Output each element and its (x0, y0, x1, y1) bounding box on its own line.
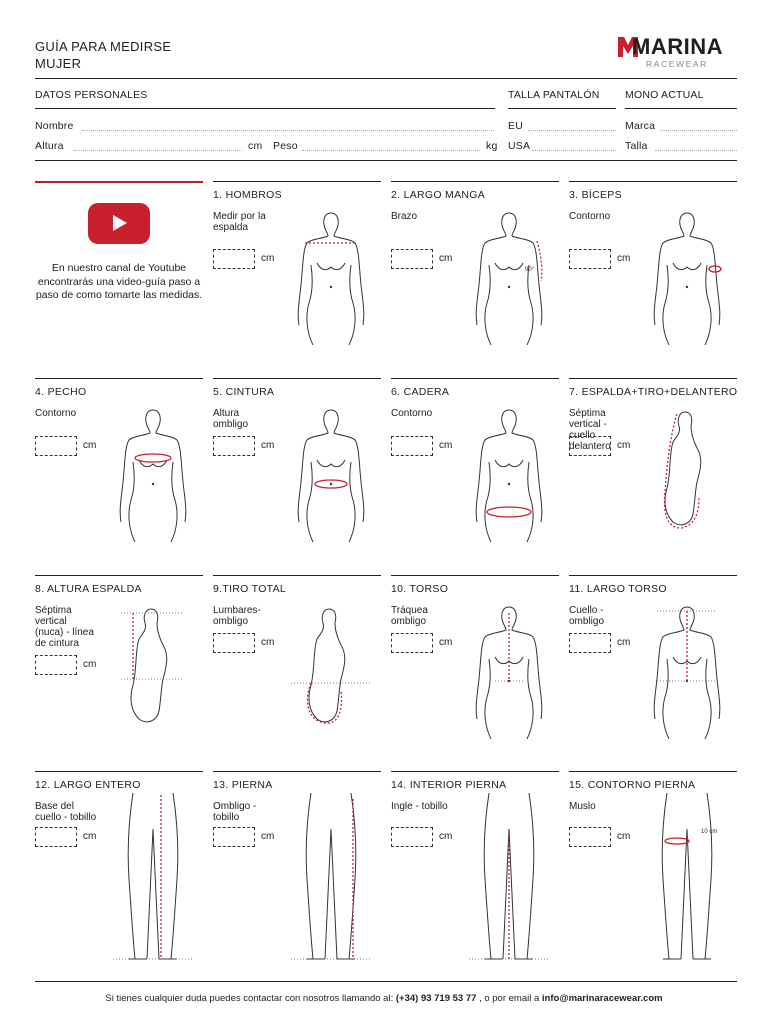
measure-cell (213, 575, 381, 765)
mono-actual-label: MONO ACTUAL (625, 89, 704, 101)
footer (0, 993, 768, 1004)
measure-unit: cm (83, 831, 97, 842)
peso-label: Peso (273, 140, 298, 152)
measure-input-box[interactable] (391, 827, 433, 847)
measure-title: 7. ESPALDA+TIRO+DELANTERO (569, 386, 738, 398)
measure-input-box[interactable] (569, 436, 611, 456)
footer-text: Si tienes cualquier duda puedes contactar con nosotros llamando al: (105, 993, 394, 1004)
talla-field[interactable] (655, 150, 737, 151)
measure-unit: cm (261, 253, 275, 264)
measure-description: Ombligo - tobillo (213, 801, 257, 823)
body-figure-illustration (637, 402, 737, 542)
measure-title: 1. HOMBROS (213, 189, 282, 201)
footer-middle: , o por email a (479, 993, 540, 1004)
measure-cell (569, 575, 737, 765)
youtube-play-icon[interactable] (88, 203, 150, 244)
eu-label: EU (508, 120, 523, 132)
measure-title: 8. ALTURA ESPALDA (35, 583, 142, 595)
measure-input-box[interactable] (213, 249, 255, 269)
body-figure-illustration (281, 402, 381, 542)
measure-divider (213, 181, 381, 182)
measure-cell (569, 771, 737, 961)
measure-description: Cuello - ombligo (569, 605, 605, 627)
body-figure-illustration (281, 789, 381, 965)
measure-input-box[interactable] (391, 249, 433, 269)
measure-title: 3. BÍCEPS (569, 189, 622, 201)
measure-divider (35, 771, 203, 772)
altura-label: Altura (35, 140, 64, 152)
measure-input-box[interactable] (35, 436, 77, 456)
talla-pantalon-label: TALLA PANTALÓN (508, 89, 600, 101)
peso-field[interactable] (302, 150, 480, 151)
section-personal-label: DATOS PERSONALES (35, 89, 148, 101)
measure-unit: cm (261, 637, 275, 648)
measure-unit: cm (83, 659, 97, 670)
measure-divider (213, 378, 381, 379)
measure-unit: cm (261, 831, 275, 842)
footer-email[interactable]: info@marinaracewear.com (541, 993, 663, 1004)
page-title-line2: MUJER (35, 56, 82, 71)
measure-title: 15. CONTORNO PIERNA (569, 779, 696, 791)
personal-bottom-divider (35, 160, 737, 161)
logo (618, 34, 736, 74)
measure-input-box[interactable] (213, 436, 255, 456)
measure-title: 5. CINTURA (213, 386, 275, 398)
measure-title: 12. LARGO ENTERO (35, 779, 141, 791)
measure-cell (213, 771, 381, 961)
measure-divider (569, 378, 737, 379)
body-figure-illustration (637, 599, 737, 739)
body-figure-illustration (637, 205, 737, 345)
measure-unit: cm (439, 637, 453, 648)
body-figure-illustration (459, 402, 559, 542)
measure-input-box[interactable] (35, 655, 77, 675)
altura-unit: cm (248, 140, 263, 152)
logo-sub: RACEWEAR (646, 59, 708, 69)
mono-divider (625, 108, 737, 109)
measure-divider (213, 771, 381, 772)
measure-unit: cm (617, 637, 631, 648)
measure-title: 14. INTERIOR PIERNA (391, 779, 507, 791)
measure-cell (391, 181, 559, 371)
measure-description: Lumbares-ombligo (213, 605, 261, 627)
personal-divider (35, 108, 495, 109)
measure-cell (569, 181, 737, 371)
measure-title: 2. LARGO MANGA (391, 189, 486, 201)
body-figure-illustration (103, 402, 203, 542)
talla-label: Talla (625, 140, 648, 152)
page-title-line1: GUÍA PARA MEDIRSE (35, 39, 172, 54)
measure-input-box[interactable] (213, 827, 255, 847)
measure-title: 6. CADERA (391, 386, 450, 398)
body-figure-illustration (459, 789, 559, 965)
eu-field[interactable] (528, 130, 616, 131)
measure-cell (213, 378, 381, 568)
measure-description: Altura ombligo (213, 408, 249, 430)
measure-unit: cm (439, 253, 453, 264)
nombre-label: Nombre (35, 120, 74, 132)
measure-title: 10. TORSO (391, 583, 449, 595)
measure-cell (391, 378, 559, 568)
usa-field[interactable] (532, 150, 616, 151)
measure-title: 11. LARGO TORSO (569, 583, 667, 595)
measure-cell (35, 378, 203, 568)
measure-description: Séptima vertical (nuca) - línea de cintura (35, 605, 94, 649)
measure-divider (35, 378, 203, 379)
svg-text:10 cm: 10 cm (701, 829, 718, 835)
measure-title: 4. PECHO (35, 386, 87, 398)
peso-unit: kg (486, 140, 498, 152)
measure-input-box[interactable] (391, 436, 433, 456)
measure-divider (569, 181, 737, 182)
measure-description: Medir por la espalda (213, 211, 266, 233)
logo-text: MARINA (632, 34, 723, 59)
body-figure-illustration (281, 205, 381, 345)
measure-unit: cm (617, 253, 631, 264)
measure-cell (391, 575, 559, 765)
measure-description: Tráquea ombligo (391, 605, 428, 627)
measure-description: Contorno (35, 408, 77, 419)
measure-cell (35, 575, 203, 765)
talla-divider (508, 108, 616, 109)
footer-divider (35, 981, 737, 982)
measure-divider (391, 771, 559, 772)
measure-unit: cm (617, 440, 631, 451)
body-figure-illustration (103, 789, 203, 965)
measure-unit: cm (83, 440, 97, 451)
body-figure-illustration (459, 599, 559, 739)
body-figure-illustration (459, 205, 559, 345)
body-figure-illustration (103, 599, 203, 739)
measure-input-box[interactable] (569, 633, 611, 653)
measure-unit: cm (439, 440, 453, 451)
measure-description: Ingle - tobillo (391, 801, 448, 812)
measure-description: Brazo (391, 211, 418, 222)
measure-cell (35, 771, 203, 961)
nombre-field[interactable] (82, 130, 494, 131)
measure-divider (391, 181, 559, 182)
header-divider (35, 78, 737, 79)
measure-input-box[interactable] (569, 827, 611, 847)
youtube-text: En nuestro canal de Youtube encontrarás una video-guía paso a paso de como tomarte las medidas. (35, 262, 203, 301)
measure-description: Base del cuello - tobillo (35, 801, 97, 823)
measure-input-box[interactable] (213, 633, 255, 653)
youtube-accent-line (35, 181, 203, 183)
measure-unit: cm (439, 831, 453, 842)
footer-phone[interactable]: (+34) 93 719 53 77 (395, 993, 477, 1004)
body-figure-illustration (281, 599, 381, 739)
measure-unit: cm (617, 831, 631, 842)
measure-title: 13. PIERNA (213, 779, 273, 791)
measure-divider (213, 575, 381, 576)
measure-divider (35, 575, 203, 576)
measure-cell (391, 771, 559, 961)
measure-divider (391, 575, 559, 576)
measure-divider (391, 378, 559, 379)
measure-description: Contorno (569, 211, 611, 222)
measure-input-box[interactable] (569, 249, 611, 269)
body-figure-illustration (637, 789, 737, 965)
measure-input-box[interactable] (35, 827, 77, 847)
measure-unit: cm (261, 440, 275, 451)
usa-label: USA (508, 140, 531, 152)
measure-description: Muslo (569, 801, 596, 812)
altura-field[interactable] (74, 150, 242, 151)
marca-label: Marca (625, 120, 656, 132)
measure-cell (213, 181, 381, 371)
measure-description: Séptima vertical - cuello delantero (569, 408, 611, 452)
measure-title: 9.TIRO TOTAL (213, 583, 287, 595)
measure-input-box[interactable] (391, 633, 433, 653)
svg-text:90°: 90° (525, 267, 535, 273)
measure-divider (569, 771, 737, 772)
marca-field[interactable] (660, 130, 737, 131)
measure-cell (569, 378, 737, 568)
measure-description: Contorno (391, 408, 433, 419)
measure-divider (569, 575, 737, 576)
